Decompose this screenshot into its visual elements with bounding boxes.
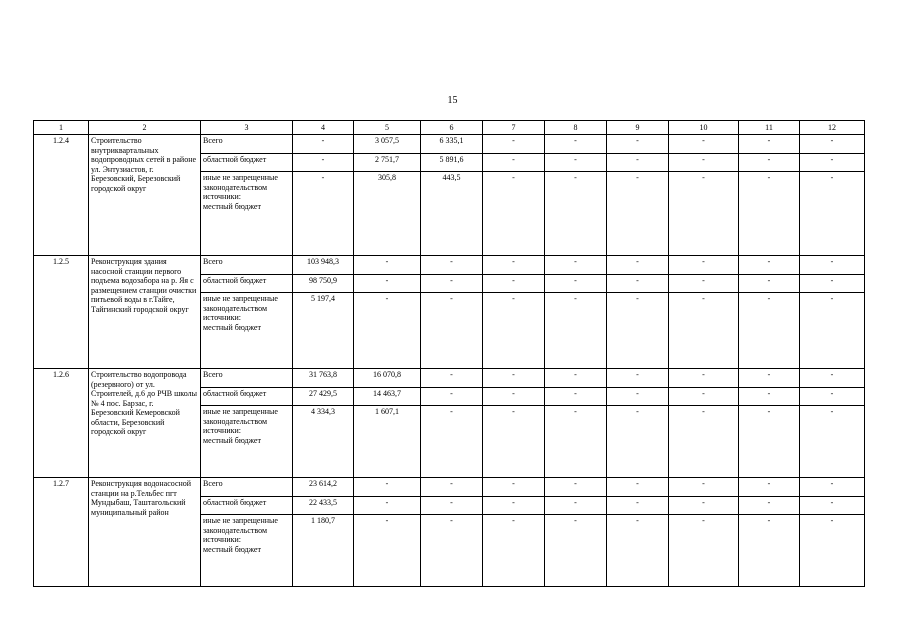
value-cell: -: [739, 256, 800, 275]
value-cell: -: [421, 497, 483, 515]
value-cell: 3 057,5: [354, 135, 421, 154]
source-label-total: Всего: [201, 135, 293, 154]
value-cell: -: [607, 154, 669, 172]
value-cell: -: [354, 497, 421, 515]
value-cell: -: [545, 406, 607, 478]
value-cell: -: [483, 515, 545, 587]
header-cell: 10: [669, 121, 739, 135]
source-label-total: Всего: [201, 256, 293, 275]
value-cell: -: [354, 275, 421, 293]
value-cell: 305,8: [354, 172, 421, 256]
source-label-local: местный бюджет: [203, 201, 261, 211]
header-cell: 1: [34, 121, 89, 135]
value-cell: 2 751,7: [354, 154, 421, 172]
value-cell: -: [483, 388, 545, 406]
value-cell: -: [545, 256, 607, 275]
value-cell: -: [607, 135, 669, 154]
value-cell: -: [545, 275, 607, 293]
value-cell: -: [800, 256, 865, 275]
value-cell: -: [293, 154, 354, 172]
header-cell: 3: [201, 121, 293, 135]
value-cell: -: [739, 135, 800, 154]
value-cell: -: [607, 369, 669, 388]
value-cell: 23 614,2: [293, 478, 354, 497]
value-cell: 4 334,3: [293, 406, 354, 478]
value-cell: -: [739, 478, 800, 497]
value-cell: -: [669, 256, 739, 275]
source-label-regional: областной бюджет: [201, 388, 293, 406]
value-cell: 27 429,5: [293, 388, 354, 406]
value-cell: -: [483, 154, 545, 172]
value-cell: -: [607, 256, 669, 275]
item-name-cell: Реконструкция водонасосной станции на р.Тельбес пгт Мундыбаш, Таштагольский муниципальный район: [89, 478, 201, 587]
value-cell: -: [800, 154, 865, 172]
value-cell: -: [607, 515, 669, 587]
source-label-other-cell: [201, 293, 293, 369]
value-cell: -: [800, 135, 865, 154]
value-cell: -: [669, 478, 739, 497]
value-cell: -: [669, 388, 739, 406]
value-cell: -: [354, 256, 421, 275]
value-cell: -: [421, 275, 483, 293]
value-cell: -: [483, 478, 545, 497]
value-cell: 103 948,3: [293, 256, 354, 275]
value-cell: 1 607,1: [354, 406, 421, 478]
value-cell: -: [483, 497, 545, 515]
value-cell: -: [483, 275, 545, 293]
source-label-other: иные не запрещенные законодательством источники:: [203, 294, 278, 322]
value-cell: -: [607, 478, 669, 497]
value-cell: -: [800, 406, 865, 478]
value-cell: -: [800, 293, 865, 369]
value-cell: -: [354, 515, 421, 587]
value-cell: 5 891,6: [421, 154, 483, 172]
value-cell: -: [421, 515, 483, 587]
value-cell: -: [607, 497, 669, 515]
value-cell: -: [800, 515, 865, 587]
header-cell: 7: [483, 121, 545, 135]
source-label-regional: областной бюджет: [201, 275, 293, 293]
value-cell: -: [800, 388, 865, 406]
value-cell: 1 180,7: [293, 515, 354, 587]
value-cell: -: [483, 172, 545, 256]
source-label-other: иные не запрещенные законодательством источники:: [203, 173, 278, 201]
item-name-cell: Реконструкция здания насосной станции первого подъема водозабора на р. Яя с размещением станции очистки питьевой воды в г.Тайге, Тайгинский городской округ: [89, 256, 201, 369]
value-cell: -: [483, 256, 545, 275]
value-cell: -: [483, 406, 545, 478]
value-cell: 22 433,5: [293, 497, 354, 515]
value-cell: -: [800, 478, 865, 497]
value-cell: -: [739, 369, 800, 388]
table-row: [34, 369, 865, 388]
source-label-other-cell: [201, 515, 293, 587]
value-cell: -: [421, 256, 483, 275]
source-label-local: местный бюджет: [203, 322, 261, 332]
value-cell: -: [293, 135, 354, 154]
table-row: [34, 478, 865, 497]
value-cell: -: [545, 154, 607, 172]
value-cell: -: [545, 172, 607, 256]
value-cell: -: [669, 172, 739, 256]
value-cell: -: [545, 293, 607, 369]
value-cell: -: [669, 275, 739, 293]
value-cell: -: [545, 478, 607, 497]
page-number: 15: [447, 95, 458, 106]
value-cell: -: [800, 172, 865, 256]
source-label-other-cell: [201, 172, 293, 256]
value-cell: -: [421, 388, 483, 406]
source-label-local: местный бюджет: [203, 544, 261, 554]
header-cell: 11: [739, 121, 800, 135]
value-cell: -: [739, 293, 800, 369]
value-cell: -: [607, 275, 669, 293]
value-cell: -: [739, 275, 800, 293]
value-cell: 31 763,8: [293, 369, 354, 388]
source-label-other: иные не запрещенные законодательством источники:: [203, 516, 278, 544]
source-label-regional: областной бюджет: [201, 154, 293, 172]
header-cell: 2: [89, 121, 201, 135]
value-cell: 443,5: [421, 172, 483, 256]
value-cell: -: [607, 293, 669, 369]
value-cell: 16 070,8: [354, 369, 421, 388]
value-cell: -: [545, 369, 607, 388]
value-cell: -: [607, 406, 669, 478]
item-number-cell: 1.2.4: [34, 135, 89, 256]
value-cell: -: [669, 406, 739, 478]
value-cell: -: [354, 478, 421, 497]
source-label-other-cell: [201, 406, 293, 478]
value-cell: -: [607, 172, 669, 256]
value-cell: -: [483, 369, 545, 388]
value-cell: -: [545, 497, 607, 515]
budget-table: [33, 120, 865, 587]
header-cell: 4: [293, 121, 354, 135]
value-cell: 14 463,7: [354, 388, 421, 406]
item-name-cell: Строительство внутриквартальных водопроводных сетей в районе ул. Энтузиастов, г. Березовский, Березовский городской округ: [89, 135, 201, 256]
value-cell: 5 197,4: [293, 293, 354, 369]
value-cell: -: [669, 497, 739, 515]
value-cell: -: [800, 369, 865, 388]
value-cell: -: [607, 388, 669, 406]
source-label-local: местный бюджет: [203, 435, 261, 445]
value-cell: -: [545, 515, 607, 587]
value-cell: -: [739, 172, 800, 256]
source-label-regional: областной бюджет: [201, 497, 293, 515]
value-cell: -: [669, 293, 739, 369]
value-cell: -: [739, 515, 800, 587]
table-row: [34, 135, 865, 154]
value-cell: -: [545, 135, 607, 154]
item-name-cell: Строительство водопровода (резервного) от ул. Строителей, д.6 до РЧВ школы № 4 пос. Барзас, г. Березовский Кемеровской области, Березовский городской округ: [89, 369, 201, 478]
value-cell: -: [739, 406, 800, 478]
value-cell: -: [483, 135, 545, 154]
value-cell: -: [421, 369, 483, 388]
value-cell: -: [739, 497, 800, 515]
value-cell: -: [421, 478, 483, 497]
source-label-other: иные не запрещенные законодательством источники:: [203, 407, 278, 435]
value-cell: -: [739, 388, 800, 406]
value-cell: -: [800, 497, 865, 515]
value-cell: 98 750,9: [293, 275, 354, 293]
value-cell: -: [669, 515, 739, 587]
value-cell: -: [669, 369, 739, 388]
table-row: [34, 256, 865, 275]
item-number-cell: 1.2.6: [34, 369, 89, 478]
item-number-cell: 1.2.5: [34, 256, 89, 369]
header-cell: 5: [354, 121, 421, 135]
value-cell: -: [545, 388, 607, 406]
source-label-total: Всего: [201, 478, 293, 497]
value-cell: -: [669, 154, 739, 172]
table-header-row: [34, 121, 865, 135]
header-cell: 6: [421, 121, 483, 135]
value-cell: -: [421, 293, 483, 369]
value-cell: -: [739, 154, 800, 172]
value-cell: -: [669, 135, 739, 154]
header-cell: 8: [545, 121, 607, 135]
value-cell: -: [293, 172, 354, 256]
item-number-cell: 1.2.7: [34, 478, 89, 587]
header-cell: 9: [607, 121, 669, 135]
value-cell: -: [354, 293, 421, 369]
value-cell: -: [421, 406, 483, 478]
value-cell: -: [800, 275, 865, 293]
header-cell: 12: [800, 121, 865, 135]
value-cell: 6 335,1: [421, 135, 483, 154]
source-label-total: Всего: [201, 369, 293, 388]
value-cell: -: [483, 293, 545, 369]
